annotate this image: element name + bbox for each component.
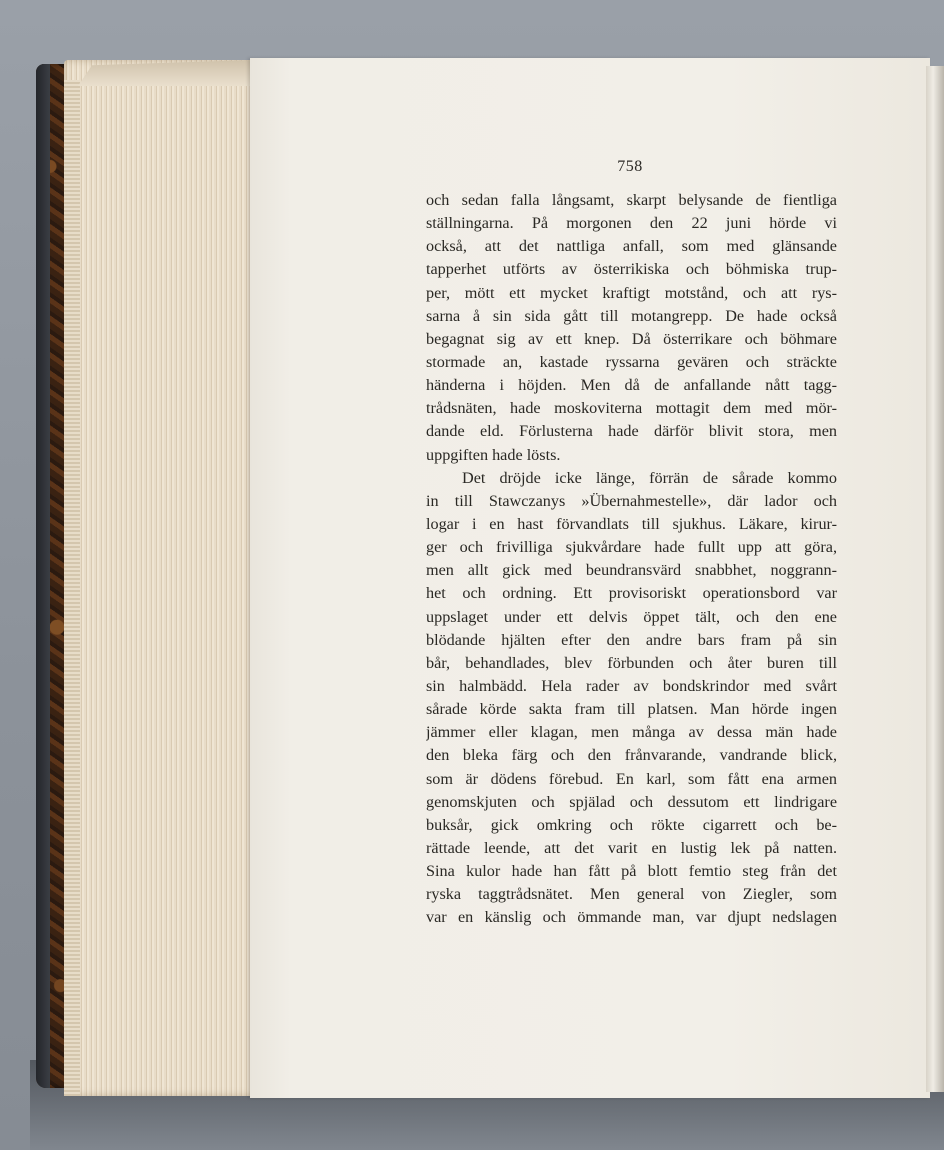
page-text (426, 189, 837, 930)
text-line: trådsnäten, hade moskoviterna mottagit dem med mör- (426, 399, 837, 418)
text-line: bår, behandlades, blev förbunden och åter buren till (426, 653, 837, 672)
text-line: uppslaget under ett delvis öppet tält, och den ene (426, 607, 837, 626)
text-line: ger och frivilliga sjukvårdare hade fullt upp att göra, (426, 538, 837, 557)
text-line: som är dödens förebud. En karl, som fått ena armen (426, 769, 837, 788)
text-line-paragraph-start: Det dröjde icke länge, förrän de sårade kommo (462, 468, 837, 487)
text-line: buksår, gick omkring och rökte cigarrett och be- (426, 815, 837, 834)
text-line: het och ordning. Ett provisoriskt operationsbord var (426, 584, 837, 603)
text-line: ställningarna. På morgonen den 22 juni hörde vi (426, 214, 837, 233)
text-line: genomskjuten och spjälad och dessutom ett lindrigare (426, 792, 837, 811)
text-line: och sedan falla långsamt, skarpt belysande de fientliga (426, 191, 837, 209)
text-line: blödande hjälten efter den andre bars fram på sin (426, 630, 837, 649)
page-right-edge (926, 66, 944, 1092)
text-line: sin halmbädd. Hela rader av bondskrindor med svårt (426, 676, 837, 695)
text-line: Sina kulor hade han fått på blott femtio steg från det (426, 862, 837, 881)
page-number: 758 (617, 158, 643, 175)
text-line: dande eld. Förlusterna hade därför blivit stora, men (426, 422, 837, 441)
text-line: rättade leende, att det varit en lustig lek på natten. (426, 838, 837, 857)
page-block-left-edge (64, 80, 80, 1096)
text-line: jämmer eller klagan, men många av dessa män hade (426, 723, 837, 742)
text-line: in till Stawczanys »Übernahmestelle», där lador och (426, 491, 837, 510)
page-block-edges (64, 60, 254, 1096)
text-line: tapperhet utförts av österrikiska och böhmiska trup- (426, 260, 837, 279)
text-line: ryska taggtrådsnätet. Men general von Ziegler, som (426, 885, 837, 904)
text-line: också, att det nattliga anfall, som med glänsande (426, 237, 837, 256)
text-line-paragraph-end: uppgiften hade lösts. (426, 445, 561, 464)
text-line: begagnat sig av ett knep. Då österrikare och böhmare (426, 329, 837, 348)
text-line: per, mött ett mycket kraftigt motstånd, och att rys- (426, 283, 837, 302)
text-line: men allt gick med beundransvärd snabbhet, noggrann- (426, 561, 837, 580)
text-line: var en känslig och ömmande man, var djupt nedslagen (426, 908, 837, 927)
text-line: sårade körde sakta fram till platsen. Man hörde ingen (426, 700, 837, 719)
text-line: sarna å sin sida gått till motangrepp. De hade också (426, 306, 837, 325)
text-line: den bleka färg och den frånvarande, vandrande blick, (426, 746, 837, 765)
text-line: händerna i höjden. Men då de anfallande nått tagg- (426, 376, 837, 395)
text-line: logar i en hast förvandlats till sjukhus. Läkare, kirur- (426, 514, 837, 533)
text-line: stormade an, kastade ryssarna gevären och sträckte (426, 352, 837, 371)
book-spine-edge (36, 64, 50, 1088)
